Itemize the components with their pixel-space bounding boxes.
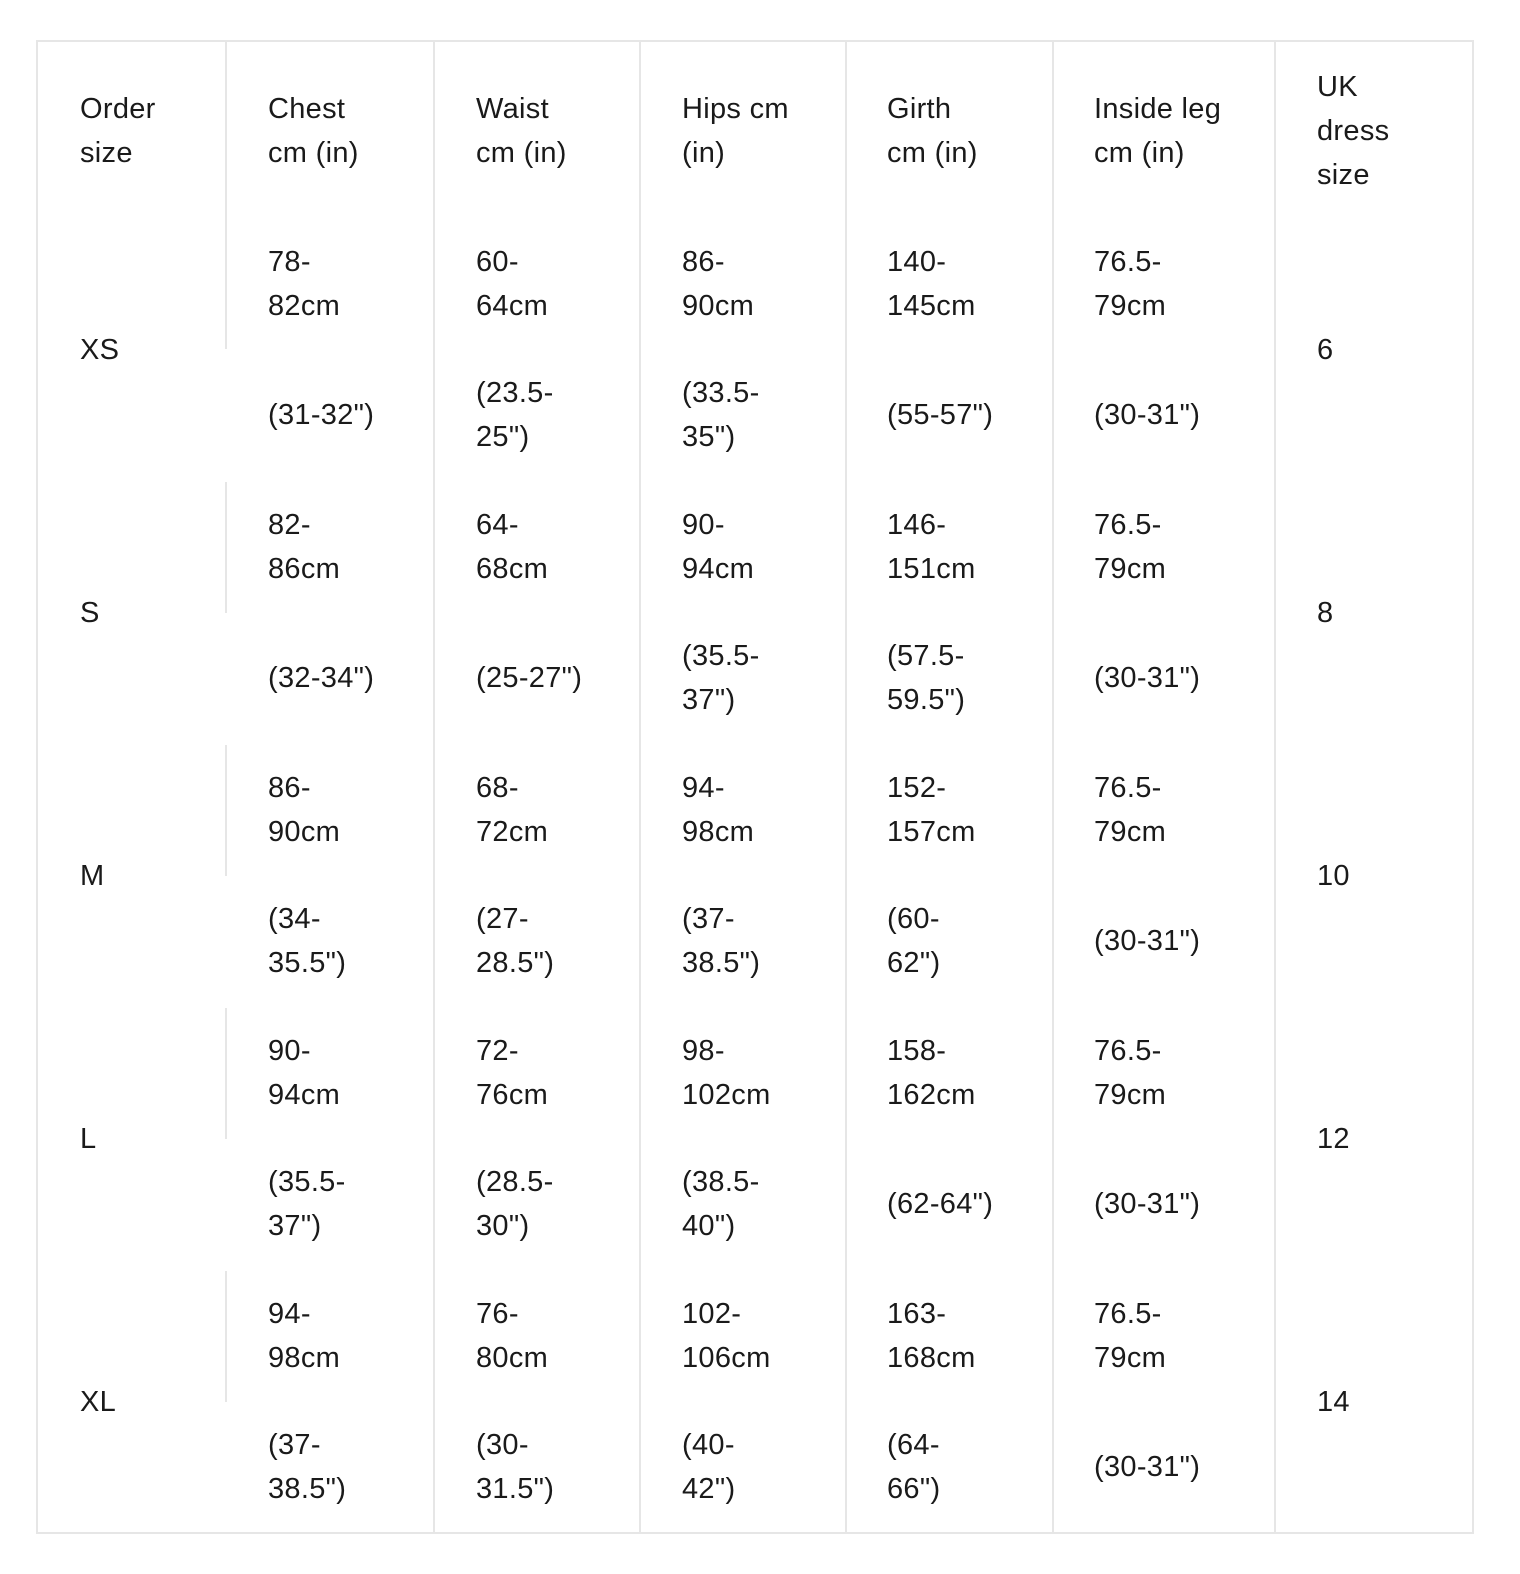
hips-inch-cell-line: 42")	[682, 1473, 736, 1505]
inside-leg-cm-cell	[1094, 1292, 1166, 1380]
inside-leg-cm-cell	[1094, 240, 1166, 328]
girth-cm-cell-line: 163-	[887, 1298, 947, 1330]
header-waist-line: Waist	[476, 93, 549, 125]
column-divider	[433, 42, 435, 1532]
hips-cm-cell-line: 90-	[682, 509, 725, 541]
header-order-size-line: Order	[80, 93, 156, 125]
hips-inch-cell-line: 40")	[682, 1210, 736, 1242]
chest-inch-cell	[268, 1160, 346, 1248]
chest-cm-cell	[268, 240, 340, 328]
hips-inch-cell	[682, 634, 760, 722]
waist-inch-cell	[476, 1160, 554, 1248]
inside-leg-cm-cell-line: 79cm	[1094, 1079, 1167, 1111]
uk-dress-size-cell: 12	[1317, 1123, 1350, 1155]
header-girth	[887, 87, 978, 175]
header-hips-line: (in)	[682, 137, 726, 169]
hips-cm-cell	[682, 766, 754, 854]
header-inside-leg-line: cm (in)	[1094, 137, 1185, 169]
chest-cm-cell	[268, 503, 340, 591]
hips-cm-cell-line: 102-	[682, 1298, 742, 1330]
girth-cm-cell-line: 168cm	[887, 1342, 976, 1374]
hips-inch-cell-line: (33.5-	[682, 377, 760, 409]
girth-inch-cell	[887, 1423, 940, 1511]
chest-inch-cell	[268, 393, 374, 437]
chest-cm-cell-line: 86cm	[268, 553, 341, 585]
column-divider	[225, 745, 227, 876]
column-divider	[1274, 42, 1276, 1532]
header-chest	[268, 87, 359, 175]
header-girth-line: Girth	[887, 93, 952, 125]
waist-inch-cell	[476, 1423, 554, 1511]
chest-cm-cell-line: 98cm	[268, 1342, 341, 1374]
waist-inch-cell	[476, 897, 554, 985]
waist-cm-cell-line: 80cm	[476, 1342, 549, 1374]
waist-inch-cell-line: 30")	[476, 1210, 530, 1242]
header-inside-leg-line: Inside leg	[1094, 93, 1222, 125]
waist-cm-cell	[476, 1029, 548, 1117]
inside-leg-cm-cell-line: 76.5-	[1094, 1035, 1162, 1067]
waist-inch-cell-line: 28.5")	[476, 947, 555, 979]
order-size-cell: XL	[80, 1386, 117, 1418]
header-waist-line: cm (in)	[476, 137, 567, 169]
hips-cm-cell	[682, 1292, 771, 1380]
girth-inch-cell-line: 62")	[887, 947, 941, 979]
hips-cm-cell-line: 98cm	[682, 816, 755, 848]
header-order-size-line: size	[80, 137, 133, 169]
header-hips	[682, 87, 789, 175]
hips-inch-cell	[682, 371, 760, 459]
chest-inch-cell-line: 35.5")	[268, 947, 347, 979]
waist-cm-cell-line: 64-	[476, 509, 519, 541]
inside-leg-inch-cell-line: (30-31")	[1094, 399, 1201, 431]
hips-cm-cell-line: 98-	[682, 1035, 725, 1067]
girth-inch-cell	[887, 1182, 993, 1226]
chest-cm-cell-line: 82cm	[268, 290, 341, 322]
waist-cm-cell	[476, 503, 548, 591]
waist-inch-cell-line: (30-	[476, 1429, 529, 1461]
waist-inch-cell	[476, 656, 582, 700]
header-order-size	[80, 87, 156, 175]
hips-inch-cell-line: (40-	[682, 1429, 735, 1461]
waist-cm-cell	[476, 240, 548, 328]
girth-cm-cell-line: 162cm	[887, 1079, 976, 1111]
girth-inch-cell-line: (64-	[887, 1429, 940, 1461]
chest-inch-cell-line: (35.5-	[268, 1166, 346, 1198]
hips-cm-cell	[682, 503, 754, 591]
girth-cm-cell-line: 152-	[887, 772, 947, 804]
waist-cm-cell-line: 60-	[476, 246, 519, 278]
chest-cm-cell-line: 90cm	[268, 816, 341, 848]
girth-inch-cell-line: (55-57")	[887, 399, 994, 431]
order-size-cell: L	[80, 1123, 97, 1155]
inside-leg-cm-cell-line: 76.5-	[1094, 772, 1162, 804]
chest-inch-cell-line: 38.5")	[268, 1473, 347, 1505]
hips-inch-cell-line: (37-	[682, 903, 735, 935]
header-uk-dress-size-line: dress	[1317, 115, 1390, 147]
inside-leg-cm-cell-line: 79cm	[1094, 816, 1167, 848]
chest-cm-cell-line: 94cm	[268, 1079, 341, 1111]
inside-leg-cm-cell-line: 79cm	[1094, 553, 1167, 585]
inside-leg-inch-cell	[1094, 1445, 1200, 1489]
chest-inch-cell	[268, 1423, 346, 1511]
hips-inch-cell-line: (38.5-	[682, 1166, 760, 1198]
chest-cm-cell-line: 78-	[268, 246, 311, 278]
header-uk-dress-size-line: size	[1317, 159, 1370, 191]
waist-cm-cell-line: 76-	[476, 1298, 519, 1330]
inside-leg-cm-cell	[1094, 1029, 1166, 1117]
inside-leg-inch-cell	[1094, 656, 1200, 700]
header-uk-dress-size-line: UK	[1317, 71, 1358, 103]
uk-dress-size-cell: 6	[1317, 334, 1334, 366]
header-uk-dress-size	[1317, 65, 1389, 197]
inside-leg-cm-cell-line: 79cm	[1094, 290, 1167, 322]
column-divider	[225, 1008, 227, 1139]
chest-inch-cell-line: 37")	[268, 1210, 322, 1242]
inside-leg-cm-cell-line: 76.5-	[1094, 509, 1162, 541]
column-divider	[225, 482, 227, 613]
chest-inch-cell-line: (32-34")	[268, 662, 375, 694]
waist-cm-cell	[476, 1292, 548, 1380]
hips-inch-cell-line: 35")	[682, 421, 736, 453]
size-chart-table	[36, 40, 1474, 1534]
inside-leg-cm-cell-line: 76.5-	[1094, 1298, 1162, 1330]
girth-cm-cell	[887, 766, 976, 854]
hips-cm-cell	[682, 1029, 771, 1117]
hips-inch-cell	[682, 897, 760, 985]
waist-inch-cell-line: 31.5")	[476, 1473, 555, 1505]
waist-inch-cell-line: (23.5-	[476, 377, 554, 409]
girth-inch-cell	[887, 634, 965, 722]
hips-cm-cell-line: 94-	[682, 772, 725, 804]
girth-inch-cell-line: (62-64")	[887, 1188, 994, 1220]
chest-cm-cell-line: 86-	[268, 772, 311, 804]
inside-leg-inch-cell-line: (30-31")	[1094, 925, 1201, 957]
hips-inch-cell-line: (35.5-	[682, 640, 760, 672]
hips-cm-cell-line: 106cm	[682, 1342, 771, 1374]
inside-leg-inch-cell	[1094, 919, 1200, 963]
waist-cm-cell-line: 64cm	[476, 290, 549, 322]
hips-inch-cell-line: 37")	[682, 684, 736, 716]
hips-cm-cell-line: 102cm	[682, 1079, 771, 1111]
header-waist	[476, 87, 567, 175]
order-size-cell: M	[80, 860, 105, 892]
girth-inch-cell	[887, 393, 993, 437]
inside-leg-inch-cell-line: (30-31")	[1094, 1188, 1201, 1220]
column-divider	[845, 42, 847, 1532]
girth-cm-cell	[887, 240, 976, 328]
hips-inch-cell	[682, 1423, 735, 1511]
chest-cm-cell	[268, 766, 340, 854]
hips-cm-cell	[682, 240, 754, 328]
header-girth-line: cm (in)	[887, 137, 978, 169]
girth-cm-cell	[887, 503, 976, 591]
inside-leg-inch-cell	[1094, 393, 1200, 437]
hips-cm-cell-line: 90cm	[682, 290, 755, 322]
chest-cm-cell	[268, 1029, 340, 1117]
chest-inch-cell-line: (31-32")	[268, 399, 375, 431]
chest-cm-cell-line: 94-	[268, 1298, 311, 1330]
inside-leg-inch-cell	[1094, 1182, 1200, 1226]
waist-cm-cell-line: 72-	[476, 1035, 519, 1067]
chest-inch-cell	[268, 656, 374, 700]
header-inside-leg	[1094, 87, 1221, 175]
inside-leg-inch-cell-line: (30-31")	[1094, 1451, 1201, 1483]
waist-inch-cell-line: (27-	[476, 903, 529, 935]
girth-cm-cell	[887, 1029, 976, 1117]
waist-cm-cell-line: 76cm	[476, 1079, 549, 1111]
inside-leg-cm-cell	[1094, 766, 1166, 854]
uk-dress-size-cell: 8	[1317, 597, 1334, 629]
girth-cm-cell	[887, 1292, 976, 1380]
column-divider	[225, 1271, 227, 1402]
column-divider	[1052, 42, 1054, 1532]
chest-cm-cell	[268, 1292, 340, 1380]
chest-cm-cell-line: 82-	[268, 509, 311, 541]
waist-cm-cell	[476, 766, 548, 854]
chest-cm-cell-line: 90-	[268, 1035, 311, 1067]
hips-inch-cell-line: 38.5")	[682, 947, 761, 979]
girth-cm-cell-line: 140-	[887, 246, 947, 278]
inside-leg-cm-cell	[1094, 503, 1166, 591]
waist-inch-cell-line: 25")	[476, 421, 530, 453]
girth-cm-cell-line: 151cm	[887, 553, 976, 585]
girth-cm-cell-line: 145cm	[887, 290, 976, 322]
inside-leg-cm-cell-line: 76.5-	[1094, 246, 1162, 278]
hips-inch-cell	[682, 1160, 760, 1248]
hips-cm-cell-line: 86-	[682, 246, 725, 278]
chest-inch-cell-line: (34-	[268, 903, 321, 935]
chest-inch-cell-line: (37-	[268, 1429, 321, 1461]
girth-inch-cell-line: 59.5")	[887, 684, 966, 716]
inside-leg-inch-cell-line: (30-31")	[1094, 662, 1201, 694]
waist-cm-cell-line: 68-	[476, 772, 519, 804]
order-size-cell: XS	[80, 334, 120, 366]
girth-cm-cell-line: 158-	[887, 1035, 947, 1067]
uk-dress-size-cell: 14	[1317, 1386, 1350, 1418]
header-chest-line: cm (in)	[268, 137, 359, 169]
chest-inch-cell	[268, 897, 346, 985]
girth-inch-cell-line: 66")	[887, 1473, 941, 1505]
waist-cm-cell-line: 68cm	[476, 553, 549, 585]
waist-inch-cell-line: (28.5-	[476, 1166, 554, 1198]
inside-leg-cm-cell-line: 79cm	[1094, 1342, 1167, 1374]
girth-inch-cell-line: (60-	[887, 903, 940, 935]
header-chest-line: Chest	[268, 93, 346, 125]
column-divider	[225, 42, 227, 349]
waist-inch-cell-line: (25-27")	[476, 662, 583, 694]
girth-inch-cell-line: (57.5-	[887, 640, 965, 672]
girth-cm-cell-line: 157cm	[887, 816, 976, 848]
uk-dress-size-cell: 10	[1317, 860, 1350, 892]
hips-cm-cell-line: 94cm	[682, 553, 755, 585]
girth-inch-cell	[887, 897, 940, 985]
order-size-cell: S	[80, 597, 100, 629]
girth-cm-cell-line: 146-	[887, 509, 947, 541]
waist-cm-cell-line: 72cm	[476, 816, 549, 848]
header-hips-line: Hips cm	[682, 93, 789, 125]
column-divider	[639, 42, 641, 1532]
waist-inch-cell	[476, 371, 554, 459]
